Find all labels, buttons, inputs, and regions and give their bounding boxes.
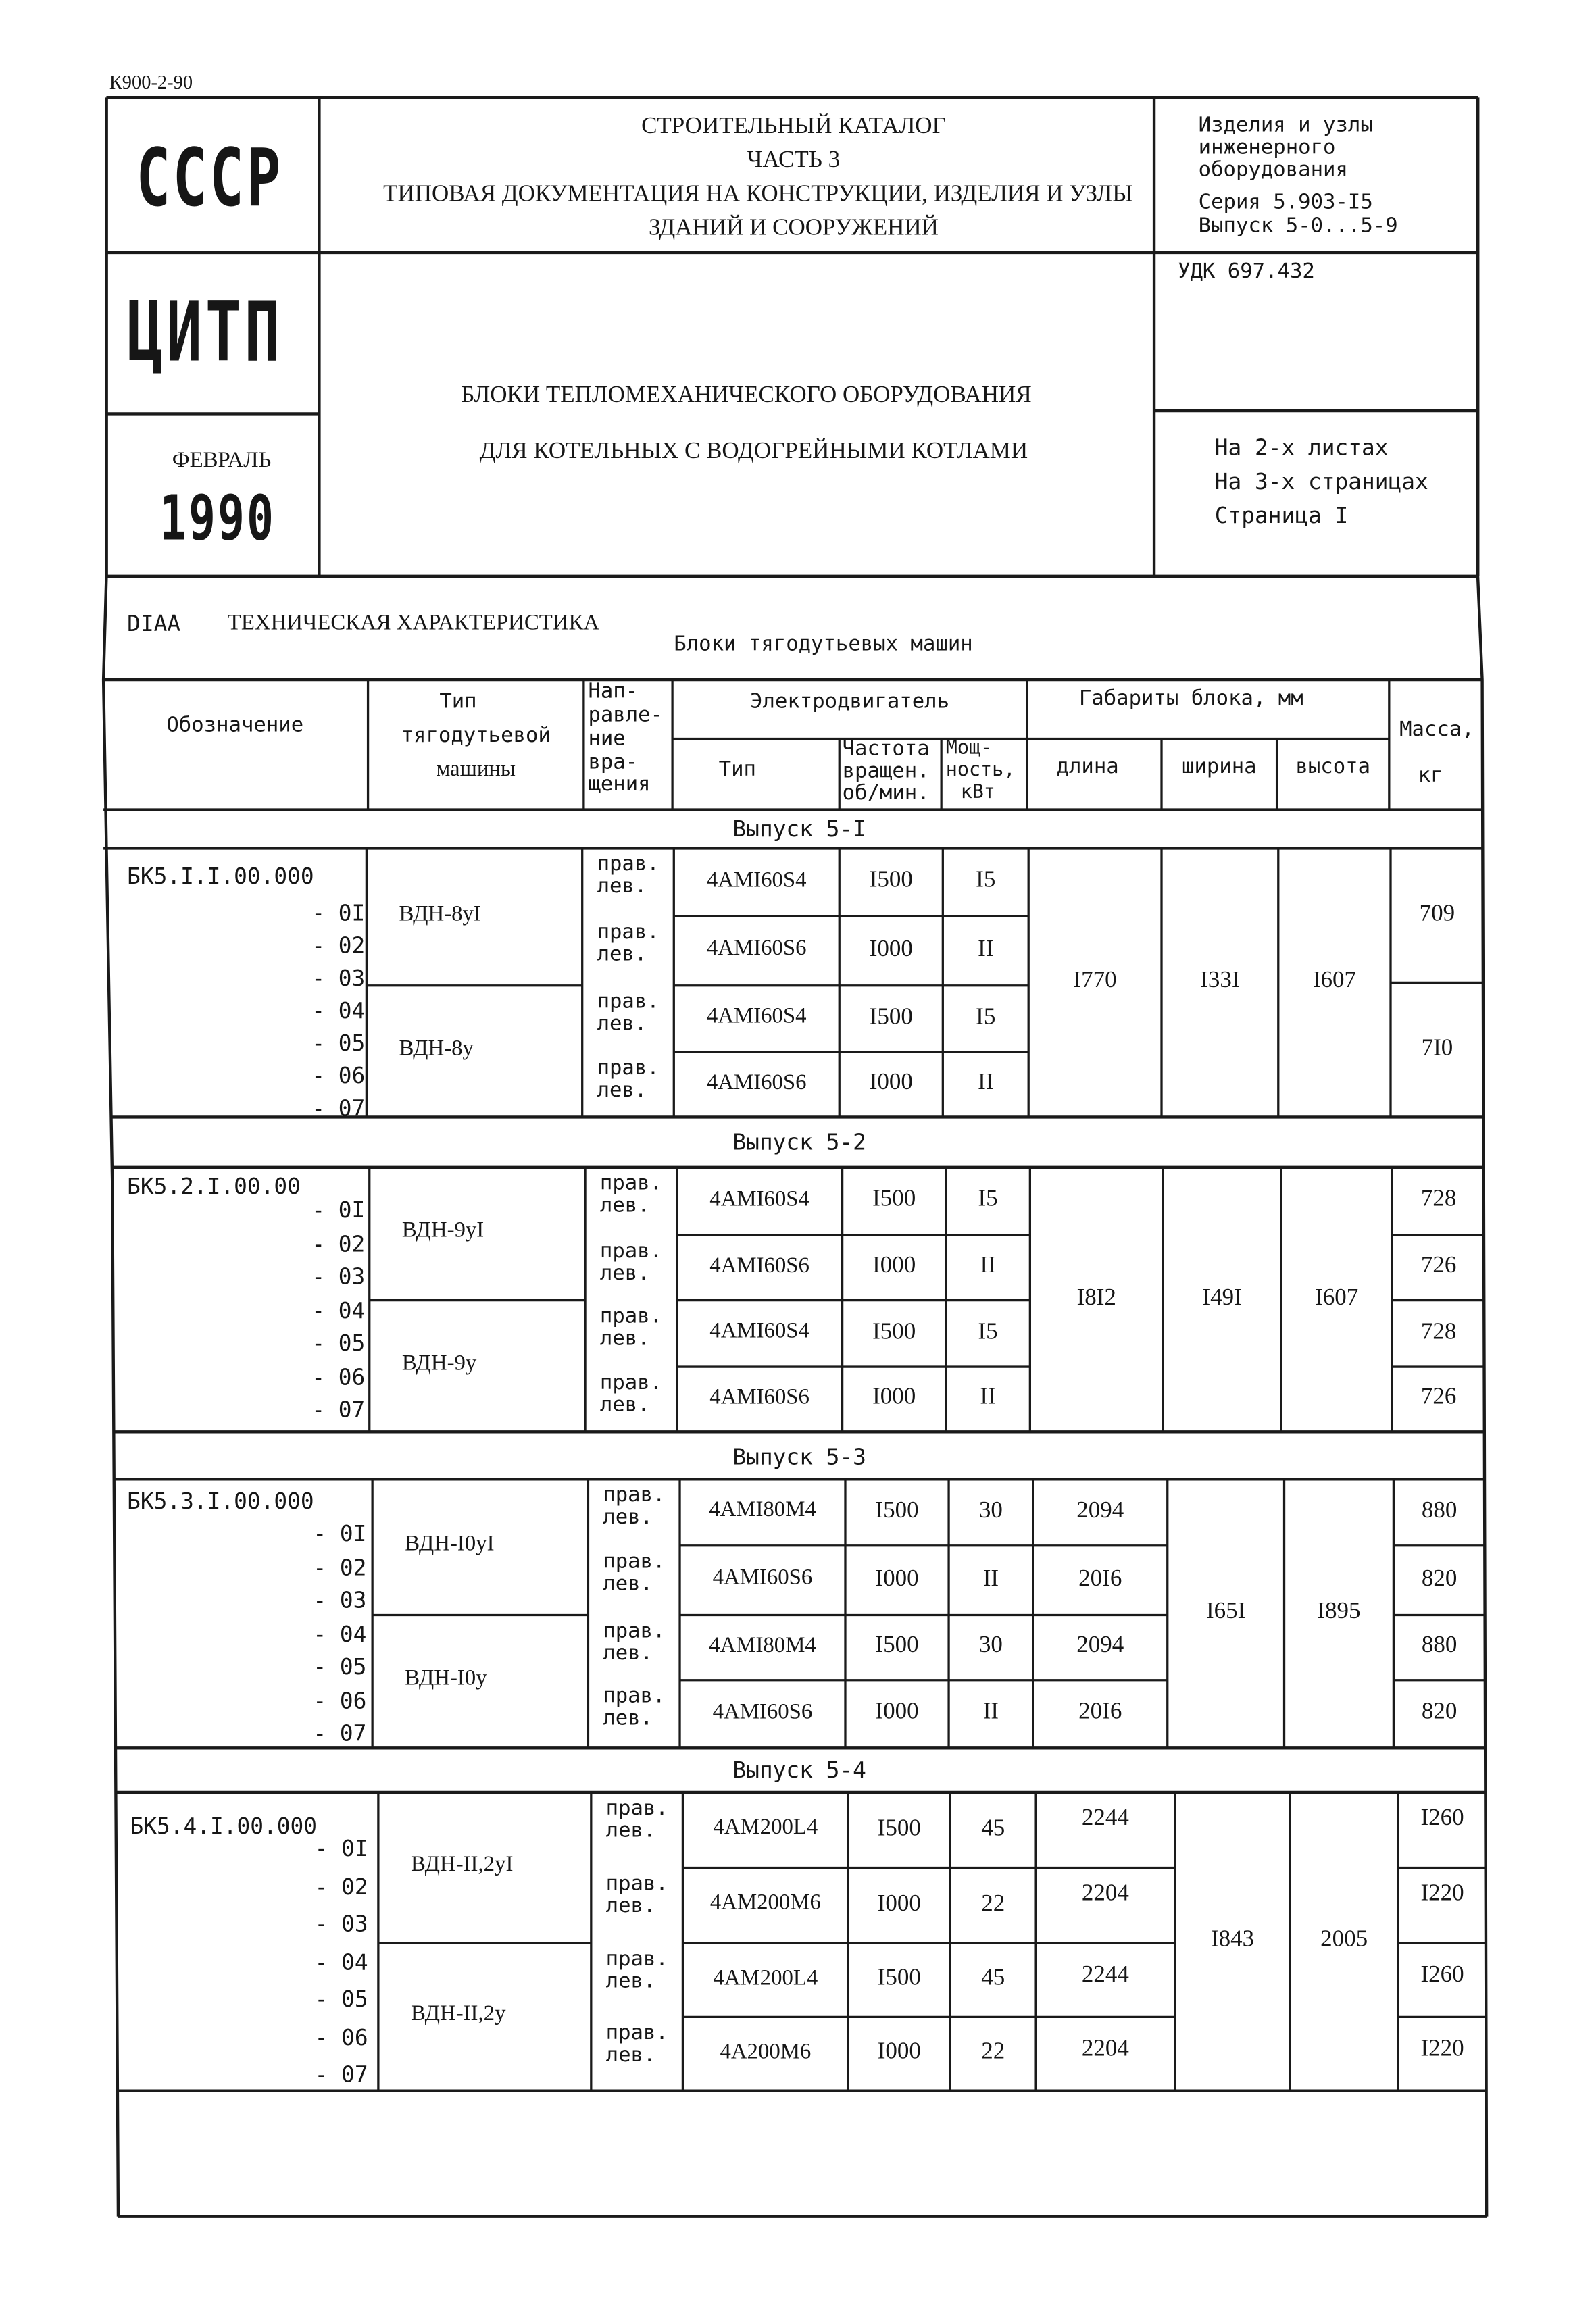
block-mass: 726: [1420, 1253, 1457, 1279]
col-header-height: высота: [1295, 755, 1371, 779]
motor-type: 4АМ200L4: [713, 1816, 818, 1840]
category-line-2: инженерного: [1198, 136, 1336, 160]
designation-suffix: - 05: [311, 1330, 366, 1357]
direction-left: лев.: [597, 1012, 647, 1036]
block-mass: I220: [1420, 2036, 1464, 2061]
motor-type: 4АМI60S4: [706, 868, 807, 892]
col-header-power-2: ность,: [945, 759, 1016, 782]
col-header-fan-type-3: машины: [436, 757, 516, 782]
motor-type: 4АМI80М4: [709, 1499, 816, 1523]
designation-suffix: - 05: [311, 1030, 366, 1057]
rotation-frequency: I500: [869, 867, 913, 893]
col-header-frequency-1: Частота: [842, 737, 930, 761]
motor-power: II: [982, 1699, 999, 1725]
motor-type: 4АМI60S6: [712, 1566, 813, 1590]
designation-base: БК5.3.I.00.000: [127, 1488, 314, 1515]
motor-power: I5: [978, 1186, 998, 1212]
direction-left: лев.: [605, 1969, 656, 1994]
designation-suffix: - 06: [313, 1686, 367, 1713]
series: Серия 5.903-I5: [1198, 191, 1373, 215]
rotation-frequency: I500: [875, 1633, 919, 1659]
org-citp: ЦИТП: [127, 285, 284, 382]
block-mass: 820: [1421, 1565, 1457, 1591]
catalog-line-4: ЗДАНИЙ И СООРУЖЕНИЙ: [648, 216, 939, 241]
fan-type: ВДН-9уI: [401, 1219, 484, 1243]
direction-right: прав.: [605, 1796, 668, 1821]
col-header-motor: Электродвигатель: [750, 690, 950, 714]
motor-type: 4АМI60S6: [712, 1700, 813, 1724]
block-mass: 726: [1420, 1384, 1457, 1410]
fan-type: ВДН-I0уI: [405, 1532, 495, 1557]
designation-suffix: - 06: [311, 1062, 366, 1089]
sheets-count: На 2-х листах: [1214, 434, 1389, 461]
category-line-1: Изделия и узлы: [1198, 114, 1373, 138]
udk: УДК 697.432: [1178, 259, 1315, 284]
col-header-width: ширина: [1181, 755, 1257, 779]
designation-suffix: - 03: [314, 1910, 368, 1938]
block-mass: I260: [1420, 1805, 1464, 1831]
motor-power: 45: [981, 1815, 1005, 1841]
direction-right: прав.: [597, 920, 659, 945]
motor-power: I5: [976, 867, 996, 893]
block-length: 2244: [1081, 1961, 1129, 1987]
motor-power: 30: [978, 1498, 1003, 1524]
direction-right: прав.: [603, 1550, 666, 1574]
direction-left: лев.: [603, 1505, 653, 1530]
block-height: I607: [1315, 1285, 1359, 1311]
direction-right: прав.: [603, 1684, 666, 1709]
release-title: Выпуск 5-2: [732, 1128, 866, 1156]
issue-month: ФЕВРАЛЬ: [172, 449, 272, 473]
block-mass: 728: [1420, 1319, 1457, 1344]
motor-power: 45: [981, 1965, 1005, 1991]
direction-right: прав.: [597, 1056, 659, 1080]
col-header-direction-5: щения: [588, 772, 651, 797]
section-title: ТЕХНИЧЕСКАЯ ХАРАКТЕРИСТИКА: [227, 611, 600, 636]
designation-base: БК5.I.I.00.000: [127, 863, 314, 890]
rotation-frequency: I000: [869, 936, 913, 962]
col-header-mass-1: Масса,: [1399, 718, 1474, 742]
motor-type: 4АМI60S6: [706, 1071, 807, 1095]
rotation-frequency: I000: [875, 1565, 919, 1591]
block-height: I895: [1317, 1599, 1361, 1625]
release-title: Выпуск 5-I: [732, 815, 866, 842]
fan-type: ВДН-8у: [399, 1036, 474, 1061]
col-header-dimensions: Габариты блока, мм: [1078, 687, 1303, 711]
block-length: 2204: [1081, 1880, 1129, 1906]
block-mass: 820: [1421, 1699, 1457, 1725]
direction-right: прав.: [599, 1239, 663, 1263]
col-header-fan-type-1: Тип: [439, 690, 477, 714]
catalog-line-2: ЧАСТЬ 3: [747, 147, 841, 173]
motor-type: 4АМ200М6: [709, 1892, 821, 1916]
issue-year: 1990: [159, 481, 276, 555]
rotation-frequency: I000: [869, 1070, 913, 1096]
motor-power: I5: [978, 1319, 998, 1344]
motor-type: 4АМI60S6: [709, 1254, 809, 1278]
block-width: I49I: [1202, 1285, 1242, 1311]
designation-suffix: - 05: [313, 1653, 367, 1680]
direction-left: лев.: [599, 1327, 650, 1351]
category-line-3: оборудования: [1198, 158, 1348, 182]
document-title-line-2: ДЛЯ КОТЕЛЬНЫХ С ВОДОГРЕЙНЫМИ КОТЛАМИ: [479, 438, 1028, 464]
direction-right: прав.: [603, 1483, 666, 1507]
designation-suffix: - 06: [311, 1363, 366, 1390]
block-mass: I220: [1420, 1880, 1464, 1906]
motor-power: 30: [978, 1633, 1003, 1659]
block-height: I607: [1312, 967, 1356, 994]
col-header-motor-type: Тип: [718, 757, 756, 782]
designation-suffix: - 04: [311, 997, 366, 1024]
org-ussr: СССР: [136, 131, 283, 225]
rotation-frequency: I500: [877, 1815, 921, 1841]
release-title: Выпуск 5-4: [732, 1757, 866, 1784]
block-mass: I260: [1420, 1961, 1464, 1987]
direction-left: лев.: [597, 942, 647, 967]
direction-left: лев.: [603, 1572, 653, 1596]
direction-right: прав.: [605, 1872, 668, 1896]
designation-suffix: - 02: [314, 1873, 368, 1900]
motor-type: 4АМI60S6: [709, 1385, 809, 1409]
block-mass: 880: [1421, 1498, 1457, 1524]
col-header-power-3: кВт: [960, 781, 995, 804]
rotation-frequency: I000: [877, 2039, 921, 2065]
designation-suffix: - 02: [311, 932, 366, 959]
designation-suffix: - 04: [314, 1948, 368, 1976]
release-title: Выпуск 5-3: [732, 1443, 866, 1471]
motor-type: 4АМI80М4: [709, 1634, 816, 1658]
direction-left: лев.: [599, 1194, 650, 1218]
col-header-direction-2: равле-: [588, 703, 664, 728]
designation-suffix: - 06: [314, 2023, 368, 2051]
rotation-frequency: I000: [875, 1699, 919, 1725]
block-mass: 7I0: [1421, 1035, 1453, 1061]
designation-suffix: - 03: [311, 965, 366, 992]
rotation-frequency: I500: [875, 1498, 919, 1524]
motor-power: 22: [981, 2039, 1005, 2065]
rotation-frequency: I500: [877, 1965, 921, 1991]
motor-power: 22: [981, 1890, 1005, 1916]
designation-suffix: - 07: [314, 2061, 368, 2088]
col-header-fan-type-2: тягодутьевой: [401, 724, 551, 748]
motor-type: 4АМI60S4: [709, 1319, 809, 1344]
section-subtitle: Блоки тягодутьевых машин: [674, 632, 973, 657]
direction-right: прав.: [599, 1172, 663, 1196]
col-header-length: длина: [1056, 755, 1119, 779]
fan-type: ВДН-8уI: [399, 902, 481, 926]
fan-type: ВДН-II,2у: [410, 2002, 506, 2026]
col-header-direction-1: Нап-: [588, 680, 639, 704]
rotation-frequency: I000: [872, 1253, 916, 1279]
block-length: 2204: [1081, 2036, 1129, 2061]
designation-suffix: - 02: [313, 1553, 367, 1581]
block-length: I770: [1073, 967, 1117, 994]
col-header-direction-4: вра-: [588, 751, 639, 775]
designation-suffix: - 03: [313, 1586, 367, 1614]
document-code: К900-2-90: [109, 70, 193, 93]
direction-right: прав.: [597, 990, 659, 1014]
motor-power: II: [978, 936, 994, 962]
col-header-direction-3: ние: [588, 727, 626, 751]
designation-suffix: - 07: [311, 1095, 366, 1122]
designation-suffix: - 04: [311, 1297, 366, 1324]
motor-power: II: [978, 1070, 994, 1096]
block-length: 2094: [1076, 1633, 1124, 1659]
block-mass: 709: [1419, 901, 1455, 926]
direction-right: прав.: [605, 2021, 668, 2045]
designation-suffix: - 0I: [313, 1520, 367, 1547]
designation-suffix: - 07: [313, 1719, 367, 1747]
block-mass: 728: [1420, 1186, 1457, 1212]
block-height: 2005: [1320, 1927, 1368, 1953]
designation-suffix: - 0I: [311, 1197, 366, 1224]
direction-left: лев.: [605, 1894, 656, 1918]
block-length: I8I2: [1076, 1285, 1116, 1311]
direction-right: прав.: [603, 1619, 666, 1644]
fan-type: ВДН-I0у: [405, 1667, 487, 1691]
direction-left: лев.: [597, 874, 647, 899]
direction-right: прав.: [599, 1305, 663, 1329]
pages-count: На 3-х страницах: [1214, 468, 1428, 495]
rotation-frequency: I500: [872, 1319, 916, 1344]
col-header-mass-2: кг: [1418, 763, 1443, 788]
page-number: Страница I: [1214, 502, 1349, 529]
designation-suffix: - 0I: [314, 1835, 368, 1862]
block-length: 20I6: [1078, 1565, 1122, 1591]
motor-type: 4АМI60S6: [706, 937, 807, 961]
catalog-line-1: СТРОИТЕЛЬНЫЙ КАТАЛОГ: [641, 114, 946, 139]
block-length: 20I6: [1078, 1699, 1122, 1725]
motor-power: II: [980, 1384, 996, 1410]
rotation-frequency: I000: [872, 1384, 916, 1410]
fan-type: ВДН-9у: [401, 1351, 477, 1376]
designation-suffix: - 05: [314, 1986, 368, 2013]
col-header-frequency-2: вращен.: [842, 759, 930, 784]
motor-power: II: [980, 1253, 996, 1279]
designation-suffix: - 0I: [311, 899, 366, 927]
block-width: I33I: [1200, 967, 1240, 994]
direction-left: лев.: [605, 2043, 656, 2067]
direction-right: прав.: [605, 1947, 668, 1971]
block-width: I65I: [1205, 1599, 1246, 1625]
direction-left: лев.: [605, 1819, 656, 1843]
rotation-frequency: I500: [872, 1186, 916, 1212]
rotation-frequency: I000: [877, 1890, 921, 1916]
designation-suffix: - 02: [311, 1230, 366, 1257]
direction-left: лев.: [597, 1078, 647, 1103]
block-length: 2094: [1076, 1498, 1124, 1524]
motor-type: 4АМI60S4: [706, 1005, 807, 1029]
direction-right: прав.: [599, 1371, 663, 1395]
designation-suffix: - 04: [313, 1620, 367, 1647]
col-header-frequency-3: об/мин.: [842, 781, 930, 805]
designation-base: БК5.4.I.00.000: [130, 1813, 317, 1840]
col-header-designation: Обозначение: [166, 713, 304, 738]
designation-suffix: - 07: [311, 1396, 366, 1424]
motor-type: 4АМI60S4: [709, 1187, 809, 1211]
block-mass: 880: [1421, 1633, 1457, 1659]
direction-right: прав.: [597, 852, 659, 876]
rotation-frequency: I500: [869, 1004, 913, 1030]
block-length: 2244: [1081, 1805, 1129, 1831]
designation-suffix: - 03: [311, 1263, 366, 1290]
direction-left: лев.: [599, 1261, 650, 1286]
designation-base: БК5.2.I.00.00: [127, 1173, 301, 1200]
direction-left: лев.: [599, 1393, 650, 1417]
issue-range: Выпуск 5-0...5-9: [1198, 214, 1398, 238]
section-code: DIAA: [127, 610, 181, 637]
block-width: I843: [1210, 1927, 1255, 1953]
motor-power: I5: [976, 1004, 996, 1030]
col-header-power-1: Мощ-: [945, 737, 993, 760]
motor-type: 4А200М6: [720, 2040, 812, 2064]
fan-type: ВДН-II,2уI: [410, 1853, 514, 1877]
motor-power: II: [982, 1565, 999, 1591]
document-title-line-1: БЛОКИ ТЕПЛОМЕХАНИЧЕСКОГО ОБОРУДОВАНИЯ: [461, 382, 1032, 408]
direction-left: лев.: [603, 1641, 653, 1665]
catalog-line-3: ТИПОВАЯ ДОКУМЕНТАЦИЯ НА КОНСТРУКЦИИ, ИЗДЕЛИЯ И УЗЛЫ: [383, 182, 1133, 207]
direction-left: лев.: [603, 1707, 653, 1731]
motor-type: 4АМ200L4: [713, 1966, 818, 1990]
